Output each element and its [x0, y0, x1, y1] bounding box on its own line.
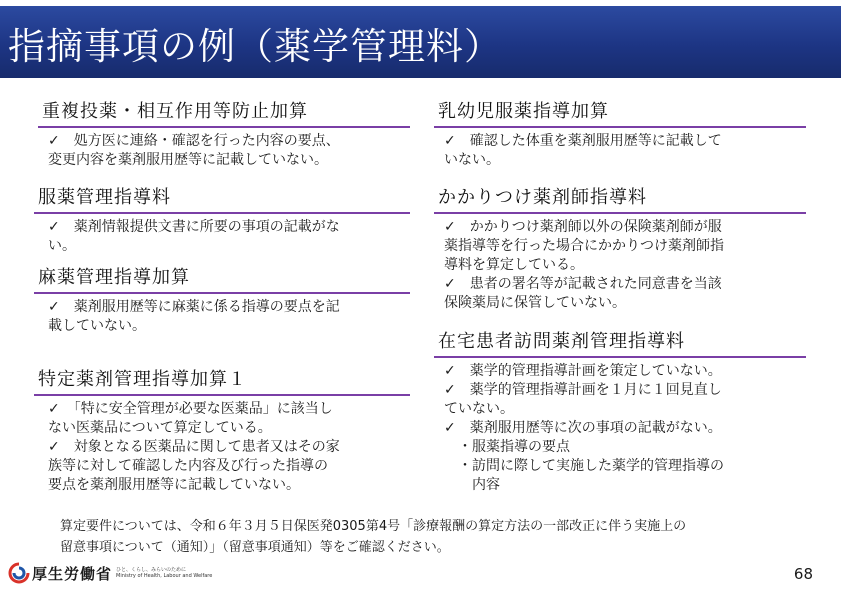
section-body: [434, 362, 806, 495]
page-number: 68: [793, 565, 813, 583]
section-body: [434, 132, 806, 170]
text-line: 保険薬局に保管していない。: [444, 295, 626, 311]
text-line: ✓ 薬剤服用歴等に麻薬に係る指導の要点を記: [48, 299, 340, 315]
section-specific-drugs: [34, 368, 410, 495]
mhlw-logo: [8, 562, 212, 584]
text-line: ない医薬品について算定している。: [48, 420, 272, 436]
section-title: 乳幼児服薬指導加算: [434, 100, 806, 128]
text-line: ・訪問に際して実施した薬学的管理指導の: [444, 458, 724, 474]
text-line: ✓ 薬学的管理指導計画を策定していない。: [444, 363, 722, 379]
section-body: [34, 400, 410, 495]
section-family-pharmacist: [434, 186, 806, 313]
section-body: [34, 218, 410, 256]
text-line: 変更内容を薬剤服用歴等に記載していない。: [48, 152, 328, 168]
text-line: 族等に対して確認した内容及び行った指導の: [48, 458, 328, 474]
section-title: 在宅患者訪問薬剤管理指導料: [434, 330, 806, 358]
section-duplicate-dosing: [38, 100, 410, 170]
text-line: ✓ 薬剤服用歴等に次の事項の記載がない。: [444, 420, 722, 436]
title-bar: [0, 6, 841, 78]
text-line: 載していない。: [48, 318, 146, 334]
text-line: ✓ 対象となる医薬品に関して患者又はその家: [48, 439, 340, 455]
section-home-visit: [434, 330, 806, 495]
page-title: 指摘事項の例（薬学管理料）: [8, 25, 502, 68]
logo-subtitle: [116, 567, 212, 579]
text-line: いない。: [444, 152, 500, 168]
logo-sub-ja: ひと、くらし、みらいのために: [116, 567, 187, 573]
section-narcotics: [34, 266, 410, 336]
section-body: [34, 298, 410, 336]
text-line: ていない。: [444, 401, 514, 417]
section-medication-management: [34, 186, 410, 256]
section-title: 麻薬管理指導加算: [34, 266, 410, 294]
text-line: ・服薬指導の要点: [444, 439, 570, 455]
text-line: ✓ 薬剤情報提供文書に所要の事項の記載がな: [48, 219, 340, 235]
footnote: [60, 516, 686, 558]
section-title: 特定薬剤管理指導加算１: [34, 368, 410, 396]
text-line: 要点を薬剤服用歴等に記載していない。: [48, 477, 300, 493]
section-infant: [434, 100, 806, 170]
text-line: ✓ 処方医に連絡・確認を行った内容の要点、: [48, 133, 340, 149]
text-line: い。: [48, 238, 76, 254]
section-title: 服薬管理指導料: [34, 186, 410, 214]
section-title: かかりつけ薬剤師指導料: [434, 186, 806, 214]
text-line: ✓ 患者の署名等が記載された同意書を当該: [444, 276, 722, 292]
text-line: ✓ 確認した体重を薬剤服用歴等に記載して: [444, 133, 722, 149]
mhlw-emblem-icon: [8, 562, 30, 584]
text-line: 導料を算定している。: [444, 257, 584, 273]
logo-name: 厚生労働省: [32, 564, 113, 583]
text-line: ✓ 薬学的管理指導計画を１月に１回見直し: [444, 382, 722, 398]
section-body: [434, 218, 806, 313]
text-line: ✓ かかりつけ薬剤師以外の保険薬剤師が服: [444, 219, 722, 235]
footnote-line: 留意事項について（通知）」（留意事項通知）等をご確認ください。: [60, 540, 450, 555]
text-line: 内容: [444, 477, 500, 493]
section-title: 重複投薬・相互作用等防止加算: [38, 100, 410, 128]
footnote-line: 算定要件については、令和６年３月５日保医発0305第4号「診療報酬の算定方法の一部改正に伴う実施上の: [60, 519, 687, 534]
text-line: 薬指導等を行った場合にかかりつけ薬剤師指: [444, 238, 724, 254]
section-body: [38, 132, 410, 170]
text-line: ✓ 「特に安全管理が必要な医薬品」に該当し: [48, 401, 333, 417]
logo-sub-en: Ministry of Health, Labour and Welfare: [116, 573, 213, 579]
